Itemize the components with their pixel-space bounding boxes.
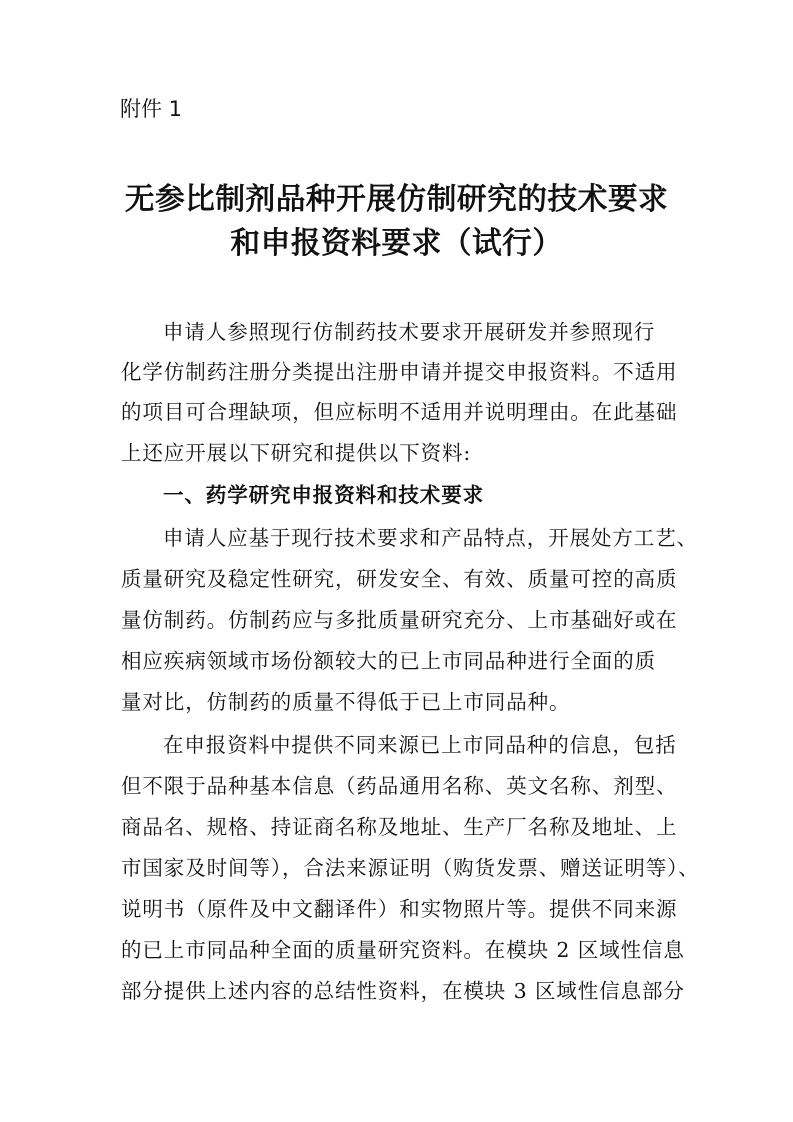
paragraph-2-line-1: 申请人应基于现行技术要求和产品特点，开展处方工艺、 — [163, 526, 698, 550]
document-title-line-1: 无参比制剂品种开展仿制研究的技术要求 — [124, 182, 669, 217]
paragraph-2-line-5: 量对比，仿制药的质量不得低于已上市同品种。 — [121, 690, 571, 714]
paragraph-2-line-4: 相应疾病领域市场份额较大的已上市同品种进行全面的质 — [121, 649, 656, 673]
attachment-label: 附件 1 — [120, 97, 183, 121]
paragraph-1-line-3: 的项目可合理缺项，但应标明不适用并说明理由。在此基础 — [121, 400, 678, 424]
paragraph-2-line-2: 质量研究及稳定性研究，研发安全、有效、质量可控的高质 — [121, 567, 678, 591]
paragraph-1-line-1: 申请人参照现行仿制药技术要求开展研发并参照现行 — [163, 320, 656, 344]
paragraph-1-line-2: 化学仿制药注册分类提出注册申请并提交申报资料。不适用 — [121, 360, 678, 384]
paragraph-3-line-1: 在申报资料中提供不同来源已上市同品种的信息，包括 — [163, 733, 677, 757]
paragraph-3-line-3: 商品名、规格、持证商名称及地址、生产厂名称及地址、上 — [121, 815, 678, 839]
paragraph-3-line-6: 的已上市同品种全面的质量研究资料。在模块 2 区域性信息 — [121, 938, 685, 962]
document-title-line-2: 和申报资料要求（试行） — [230, 226, 563, 261]
section-1-heading: 一、药学研究申报资料和技术要求 — [163, 483, 484, 507]
paragraph-2-line-3: 量仿制药。仿制药应与多批质量研究充分、上市基础好或在 — [121, 608, 678, 632]
paragraph-3-line-4: 市国家及时间等），合法来源证明（购货发票、赠送证明等）、 — [121, 856, 700, 880]
paragraph-3-line-2: 但不限于品种基本信息（药品通用名称、英文名称、剂型、 — [121, 774, 678, 798]
paragraph-1-line-4: 上还应开展以下研究和提供以下资料: — [121, 441, 472, 465]
paragraph-3-line-7: 部分提供上述内容的总结性资料，在模块 3 区域性信息部分 — [121, 979, 685, 1003]
paragraph-3-line-5: 说明书（原件及中文翻译件）和实物照片等。提供不同来源 — [121, 897, 678, 921]
